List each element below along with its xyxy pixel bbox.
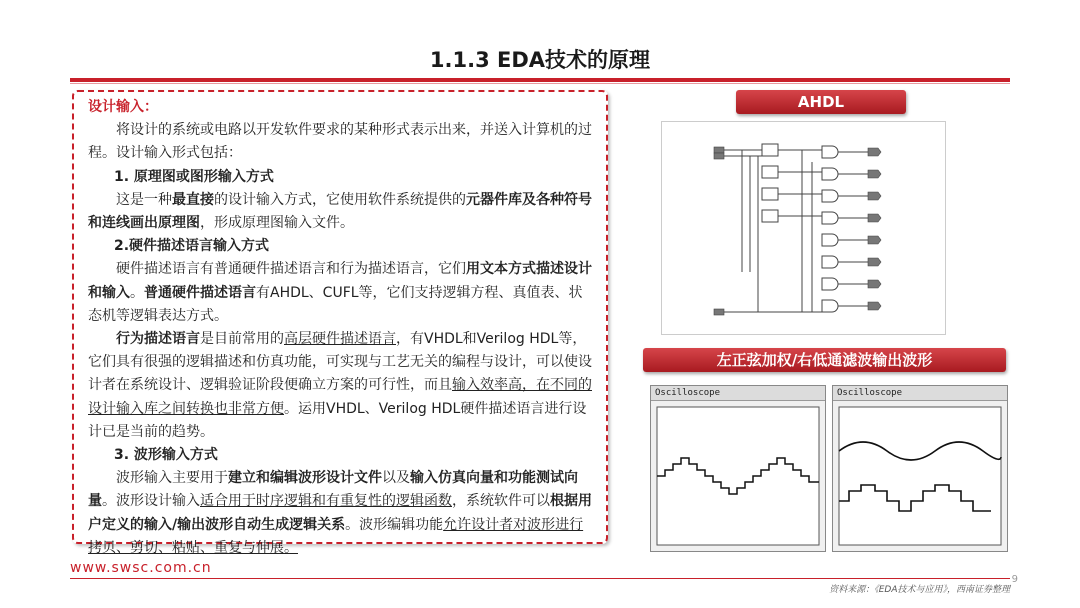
title-divider [70, 78, 1010, 82]
footer-source: 资料来源：《EDA技术与应用》，西南证券整理 [829, 585, 1010, 595]
footer-divider [70, 578, 1010, 579]
waveform-banner: 左正弦加权/右低通滤波输出波形 [643, 348, 1006, 372]
ahdl-schematic [661, 121, 946, 335]
subsection-2-text-b: 行为描述语言是目前常用的高层硬件描述语言，有VHDL和Verilog HDL等，它们具有很强的逻辑描述和仿真功能，可实现与工艺无关的编程与设计，可以使设计者在系统设计、逻辑验证阶段便确立方案的可行性，而且输入效率高，在不同的设计输入库之间转换也非常方便。运用VHDL、Verilog HDL硬件描述语言进行设计已是当前的趋势。 [88, 331, 592, 440]
title-divider-thin [70, 83, 1010, 84]
page-title: 1.1.3 EDA技术的原理 [429, 48, 651, 72]
ahdl-banner: AHDL [736, 90, 906, 114]
subsection-1-text: 这是一种最直接的设计输入方式，它使用软件系统提供的元器件库及各种符号和连线画出原理图，形成原理图输入文件。 [88, 191, 592, 232]
oscilloscope-right [832, 385, 1008, 552]
subsection-1-title: 1. 原理图或图形输入方式 [114, 168, 274, 185]
subsection-2-text-a: 硬件描述语言有普通硬件描述语言和行为描述语言，它们用文本方式描述设计和输入。普通硬件描述语言有AHDL、CUFL等，它们支持逻辑方程、真值表、状态机等逻辑表达方式。 [88, 261, 592, 324]
section-heading: 设计输入： [88, 99, 158, 115]
schematic-diagram [662, 122, 945, 334]
oscilloscope-right-titlebar: Oscilloscope [833, 386, 1007, 401]
sine-weighted-waveform [651, 401, 825, 551]
subsection-3-text: 波形输入主要用于建立和编辑波形设计文件以及输入仿真向量和功能测试向量。波形设计输入适合用于时序逻辑和有重复性的逻辑函数，系统软件可以根据用户定义的输入/输出波形自动生成逻辑关系。波形编辑功能允许设计者对波形进行拷贝、剪切、粘贴、重复与伸展。 [88, 470, 592, 556]
oscilloscope-left [650, 385, 826, 552]
design-input-textbox [72, 90, 608, 556]
subsection-2-title: 2.硬件描述语言输入方式 [114, 238, 270, 255]
lowpass-filter-waveform [833, 401, 1007, 551]
oscilloscope-left-titlebar: Oscilloscope [651, 386, 825, 401]
page-number: 9 [1011, 574, 1018, 585]
intro-paragraph: 将设计的系统或电路以开发软件要求的某种形式表示出来，并送入计算机的过程。设计输入形式包括： [88, 122, 592, 162]
footer-url[interactable]: www.swsc.com.cn [70, 560, 212, 576]
subsection-3-title: 3. 波形输入方式 [114, 447, 218, 464]
